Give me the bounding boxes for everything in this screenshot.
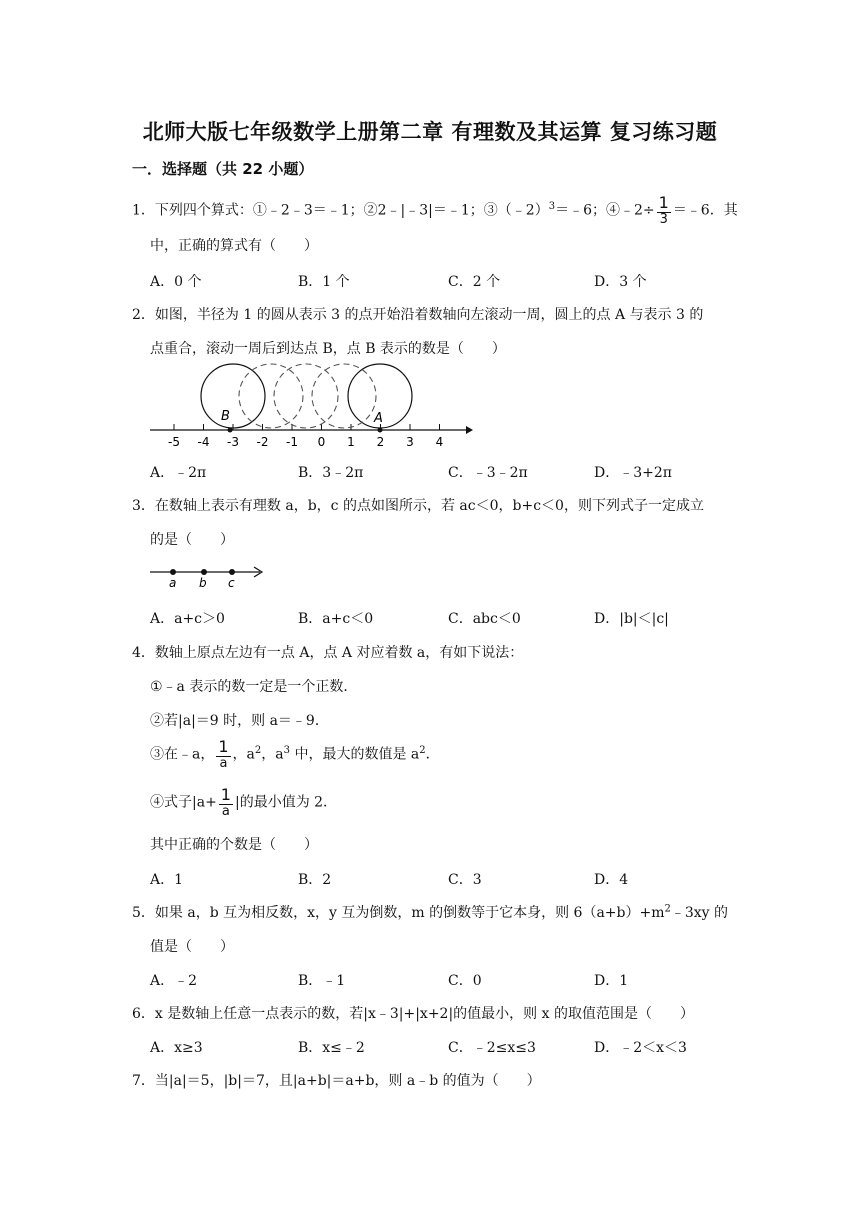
q2-option-a[interactable]: A．﹣2π	[150, 465, 207, 481]
q3-label-b: b	[199, 576, 207, 590]
q6-option-c[interactable]: C．﹣2≤x≤3	[448, 1040, 536, 1056]
q4-s3-fraction	[216, 738, 230, 771]
q4-option-c[interactable]: C．3	[448, 872, 482, 888]
q5-option-b[interactable]: B．﹣1	[298, 973, 346, 989]
axis-tick-label: -1	[286, 435, 298, 449]
q4-line1: 4．数轴上原点左边有一点 A，点 A 对应着数 a，有如下说法：	[132, 645, 524, 661]
q4-s3-c: ，a	[261, 746, 284, 763]
q4-s4-a: ④式子|a+	[150, 794, 217, 811]
axis-tick-label: 1	[347, 435, 355, 449]
circle-rolling-3	[312, 364, 376, 428]
q3-option-c[interactable]: C．abc＜0	[448, 611, 521, 627]
q3-line1: 3．在数轴上表示有理数 a，b，c 的点如图所示，若 ac＜0，b+c＜0，则下列式子一定成立	[132, 498, 704, 514]
q3-option-d[interactable]: D．|b|＜|c|	[594, 611, 669, 627]
q4-s4-fraction	[219, 786, 233, 819]
circle-end	[201, 364, 265, 428]
label-a: A	[374, 411, 383, 426]
axis-tick-label: 2	[376, 435, 385, 449]
q4-s4-num: 1	[220, 785, 231, 804]
axis-tick-label: -3	[227, 435, 239, 449]
q4-option-a[interactable]: A．1	[150, 872, 184, 888]
q3-option-b[interactable]: B．a+c＜0	[298, 611, 374, 627]
q3-option-a[interactable]: A．a+c＞0	[150, 611, 225, 627]
q1-text-a: 1．下列四个算式：①﹣2﹣3＝﹣1；②2﹣|﹣3|＝﹣1；③（﹣2）	[132, 202, 549, 219]
q1-option-a[interactable]: A．0 个	[150, 274, 202, 290]
point-b	[228, 428, 233, 433]
q6-line1: 6．x 是数轴上任意一点表示的数，若|x﹣3|+|x+2|的值最小，则 x 的取值范围是（ ）	[132, 1006, 694, 1022]
axis-tick-label: -2	[256, 435, 269, 449]
circle-rolling-1	[239, 364, 303, 428]
q4-s3-sup3: 3	[283, 744, 291, 756]
q1-fraction	[657, 194, 671, 227]
q4-statement-3	[150, 738, 440, 771]
q2-option-d[interactable]: D．﹣3+2π	[594, 465, 672, 481]
q4-s3-e: ．	[425, 746, 440, 763]
q1-line2: 中，正确的算式有（ ）	[150, 238, 318, 254]
q4-s3-num: 1	[218, 737, 229, 756]
q5-line1	[132, 902, 728, 922]
q5-option-c[interactable]: C．0	[448, 973, 482, 989]
q4-option-d[interactable]: D．4	[594, 872, 629, 888]
axis-tick-label: -5	[168, 435, 180, 449]
q5-text-a: 5．如果 a，b 互为相反数，x，y 互为倒数，m 的倒数等于它本身，则 6（a+b）+m	[132, 905, 665, 921]
q4-s4-den: a	[221, 804, 230, 819]
q6-option-b[interactable]: B．x≤﹣2	[298, 1040, 365, 1056]
document-title: 北师大版七年级数学上册第二章 有理数及其运算 复习练习题	[142, 120, 718, 144]
q2-line2: 点重合，滚动一周后到达点 B，点 B 表示的数是（ ）	[150, 341, 506, 357]
q3-figure	[148, 560, 268, 590]
q4-s3-sup2: 2	[254, 744, 262, 756]
q3-line2: 的是（ ）	[150, 532, 234, 548]
q4-s3-b: ，a	[232, 746, 255, 763]
q1-frac-num: 1	[658, 193, 669, 212]
q4-statement-2: ②若|a|＝9 时，则 a＝﹣9．	[150, 713, 329, 729]
q4-s3-sup2b: 2	[419, 744, 426, 756]
q2-figure	[148, 358, 473, 456]
q3-point-c	[229, 569, 235, 575]
q1-option-b[interactable]: B．1 个	[298, 274, 350, 290]
q1-line1	[132, 194, 738, 227]
q6-option-d[interactable]: D．﹣2＜x＜3	[594, 1040, 687, 1056]
q1-sup: 3	[548, 200, 556, 212]
q4-s3-a: ③在﹣a，	[150, 746, 215, 763]
q6-option-a[interactable]: A．x≥3	[150, 1040, 203, 1056]
q4-option-b[interactable]: B．2	[298, 872, 332, 888]
axis-tick-label: 4	[435, 435, 444, 449]
label-b: B	[221, 409, 230, 424]
q3-label-c: c	[228, 576, 235, 590]
point-a	[378, 428, 383, 433]
q1-frac-den: 3	[659, 212, 668, 227]
q1-text-c: ＝﹣6．其	[672, 202, 738, 219]
q4-s4-b: |的最小值为 2．	[234, 794, 338, 811]
q3-point-a	[170, 569, 176, 575]
section-heading: 一．选择题（共 22 小题）	[132, 160, 314, 178]
axis-arrow	[466, 426, 473, 434]
q3-label-a: a	[169, 576, 177, 590]
q1-option-d[interactable]: D．3 个	[594, 274, 647, 290]
q2-option-c[interactable]: C．﹣3﹣2π	[448, 465, 528, 481]
q7-line1: 7．当|a|＝5，|b|＝7，且|a+b|＝a+b，则 a﹣b 的值为（ ）	[132, 1073, 541, 1089]
q5-option-d[interactable]: D．1	[594, 973, 629, 989]
axis-tick-label: 3	[406, 435, 414, 449]
circle-rolling-2	[274, 364, 338, 428]
q5-text-b: ﹣3xy 的	[670, 905, 729, 921]
q5-option-a[interactable]: A．﹣2	[150, 973, 198, 989]
q4-statement-4	[150, 786, 337, 819]
q3-point-b	[201, 569, 207, 575]
q5-sup: 2	[664, 903, 671, 915]
q4-question: 其中正确的个数是（ ）	[150, 837, 318, 853]
q5-line2: 值是（ ）	[150, 939, 234, 955]
q4-statement-1: ①﹣a 表示的数一定是一个正数．	[150, 679, 358, 695]
q1-text-b: ＝﹣6；④﹣2÷	[555, 202, 655, 219]
q4-s3-den: a	[219, 756, 228, 771]
q2-line1: 2．如图，半径为 1 的圆从表示 3 的点开始沿着数轴向左滚动一周，圆上的点 A 与表示 3 的	[132, 307, 704, 323]
q2-option-b[interactable]: B．3﹣2π	[298, 465, 364, 481]
q1-option-c[interactable]: C．2 个	[448, 274, 501, 290]
q4-s3-d: 中，最大的数值是 a	[290, 746, 420, 763]
axis-tick-label: -4	[197, 435, 210, 449]
axis-tick-label: 0	[317, 435, 326, 449]
